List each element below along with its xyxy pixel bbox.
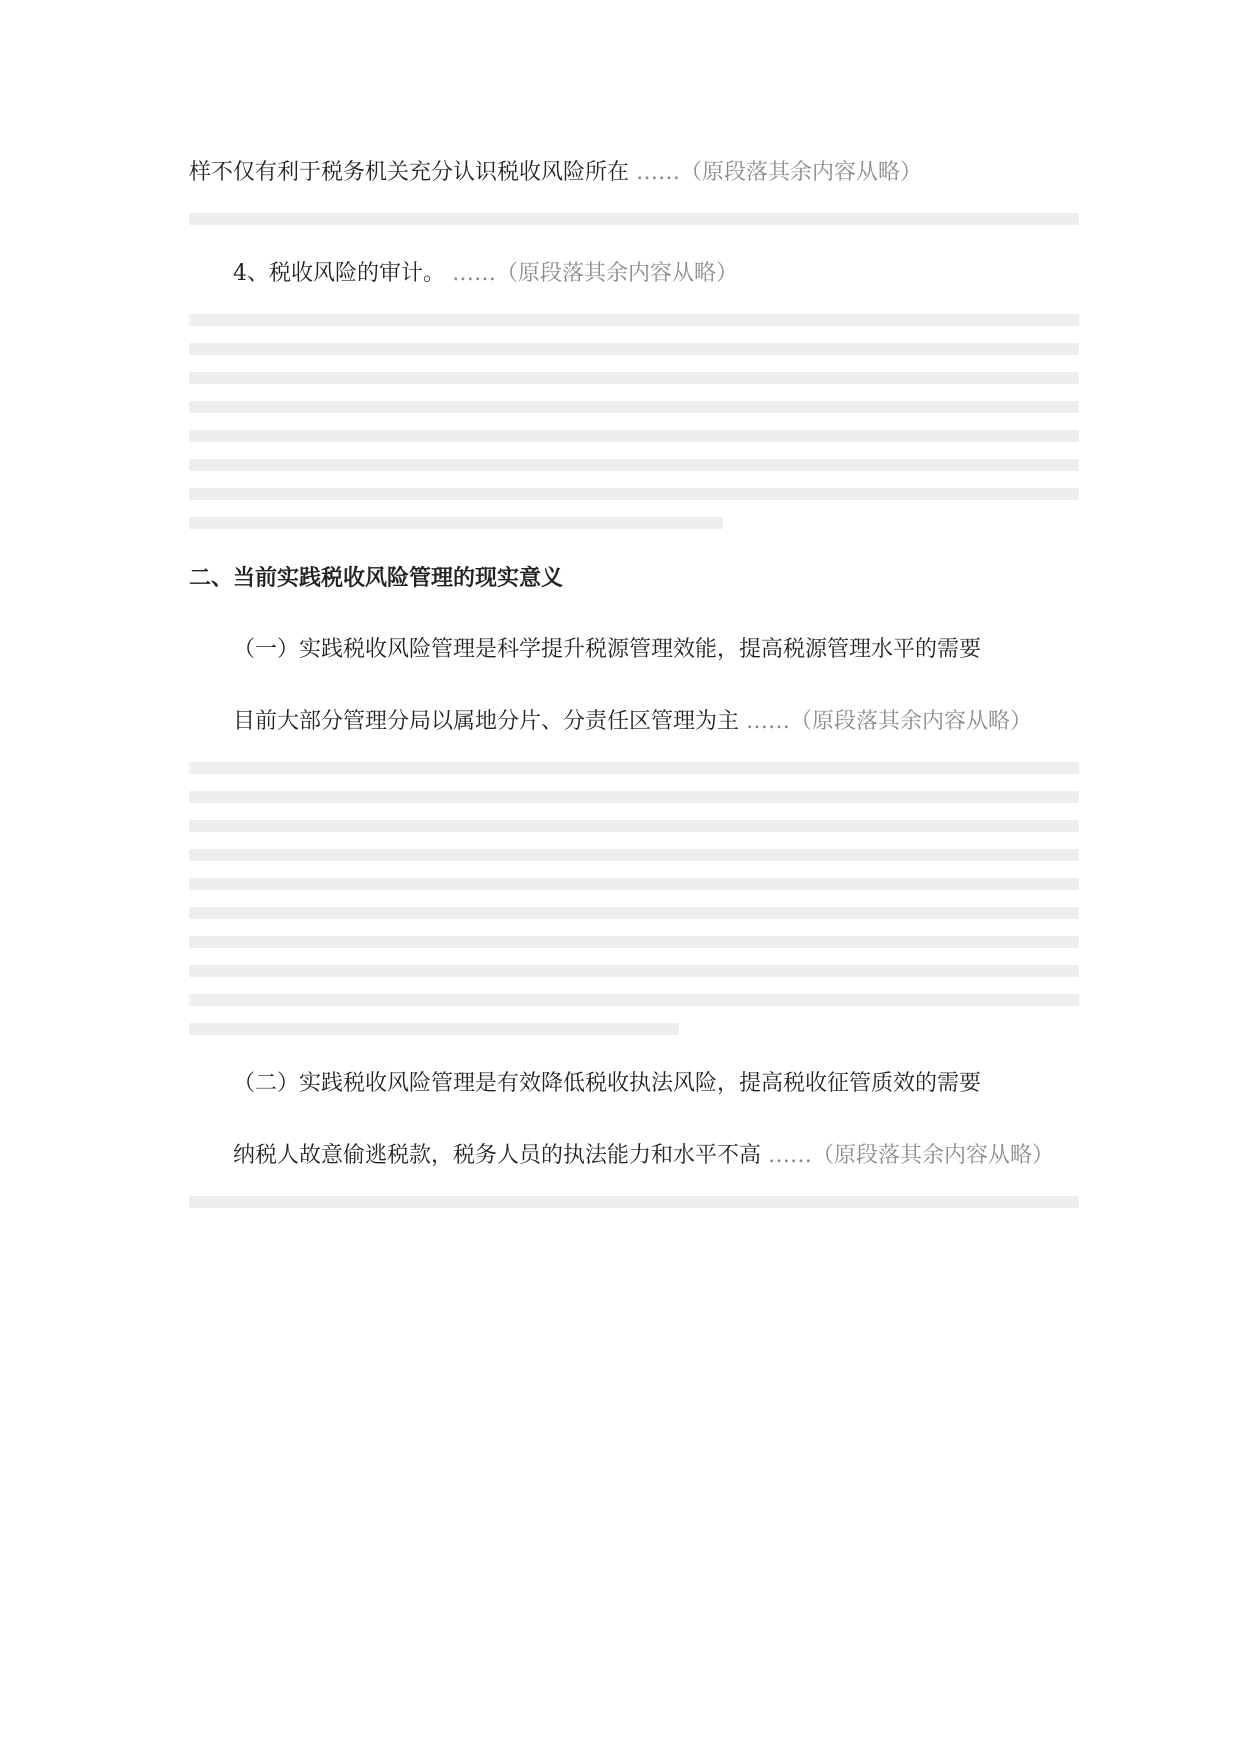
document-page [189,150,1079,1234]
paragraph-4-placeholder [189,1196,1079,1208]
paragraph-1-excerpt: 样不仅有利于税务机关充分认识税收风险所在 [189,160,630,185]
paragraph-2-omitted-note: ……（原段落其余内容从略） [452,261,739,286]
subsection-heading-2: （二）实践税收风险管理是有效降低税收执法风险，提高税收征管质效的需要 [233,1071,982,1096]
paragraph-1 [189,150,1079,225]
paragraph-3-omitted-note: ……（原段落其余内容从略） [746,709,1033,734]
paragraph-4-excerpt: 纳税人故意偷逃税款，税务人员的执法能力和水平不高 [233,1143,762,1168]
paragraph-3-placeholder [189,762,1079,1035]
paragraph-1-omitted-note: ……（原段落其余内容从略） [636,160,923,185]
paragraph-2-placeholder [189,314,1079,529]
paragraph-3-excerpt: 目前大部分管理分局以属地分片、分责任区管理为主 [233,709,740,734]
paragraph-1-placeholder [189,213,1079,225]
paragraph-2-excerpt: 4、税收风险的审计。 [233,261,445,286]
paragraph-2 [189,251,1079,529]
section-heading: 二、当前实践税收风险管理的现实意义 [189,565,564,591]
paragraph-4 [189,1133,1079,1208]
paragraph-4-omitted-note: ……（原段落其余内容从略） [768,1143,1055,1168]
subsection-heading-1: （一）实践税收风险管理是科学提升税源管理效能，提高税源管理水平的需要 [233,637,982,662]
paragraph-3 [189,699,1079,1035]
